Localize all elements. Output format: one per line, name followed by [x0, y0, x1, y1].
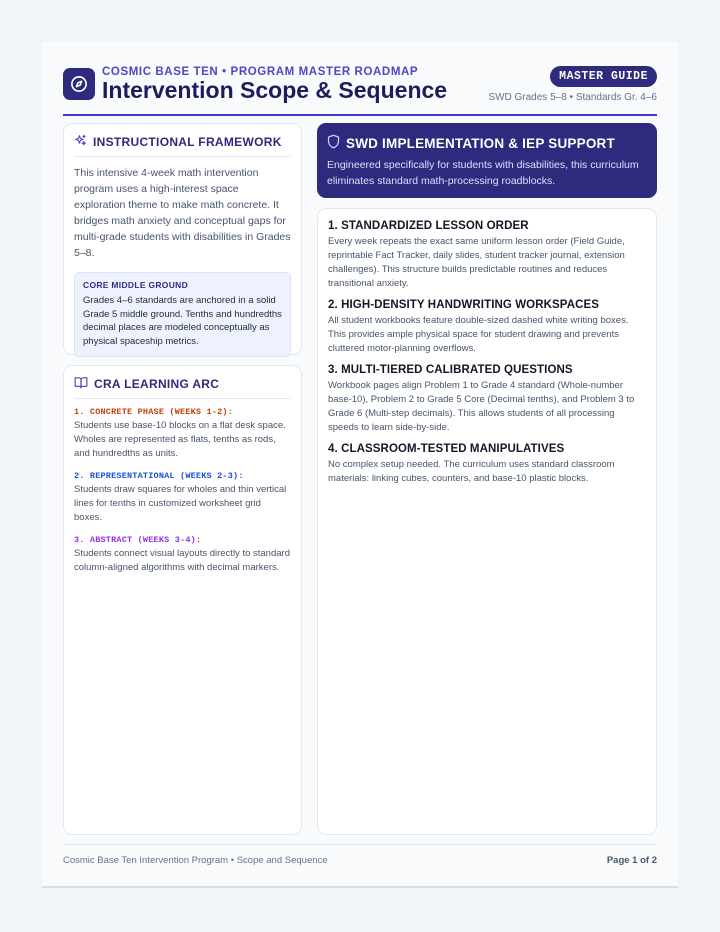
phase-label-concrete: 1. CONCRETE PHASE (WEEKS 1-2):: [74, 407, 234, 417]
item-body: Every week repeats the exact same uniform lesson order (Field Guide, reprintable Fact Tracker, daily slides, student tracker journal, extension challenges). This structure builds predictable routines and reduces transitional anxiety.: [328, 236, 625, 289]
phase-body-representational: Students draw squares for wholes and thin vertical lines for tenths in customized worksheet grid boxes.: [74, 484, 287, 523]
list-item: [328, 220, 646, 291]
list-item: [328, 364, 646, 435]
cra-learning-arc-card: [63, 365, 302, 835]
page-sheet: [42, 42, 678, 888]
phase-body-abstract: Students connect visual layouts directly to standard column-aligned algorithms with decimal markers.: [74, 548, 290, 573]
phase-label-representational: 2. REPRESENTATIONAL (WEEKS 2-3):: [74, 471, 244, 481]
item-title: 2. HIGH-DENSITY HANDWRITING WORKSPACES: [328, 299, 600, 311]
master-guide-badge: MASTER GUIDE: [550, 66, 657, 87]
item-body: No complex setup needed. The curriculum uses standard classroom materials: linking cubes, counters, and base-10 plastic blocks.: [328, 459, 615, 484]
list-item: [328, 299, 646, 356]
shield-icon: [327, 134, 340, 152]
cra-heading-text: CRA LEARNING ARC: [94, 377, 220, 391]
sparkles-icon: [74, 134, 87, 150]
swd-heading: [327, 134, 647, 152]
framework-heading-text: INSTRUCTIONAL FRAMEWORK: [93, 135, 282, 149]
footer-page-number: Page 1 of 2: [606, 855, 657, 866]
phase-label-abstract: 3. ABSTRACT (WEEKS 3-4):: [74, 535, 202, 545]
footer-program-name: Cosmic Base Ten Intervention Program • Scope and Sequence: [63, 855, 328, 866]
swd-heading-text: SWD IMPLEMENTATION & IEP SUPPORT: [346, 135, 615, 151]
item-title: 4. CLASSROOM-TESTED MANIPULATIVES: [328, 443, 565, 455]
swd-body: Engineered specifically for students with disabilities, this curriculum eliminates standard math-processing roadblocks.: [327, 159, 639, 187]
header-meta: SWD Grades 5–8 • Standards Gr. 4–6: [488, 92, 657, 103]
page-header: [63, 66, 657, 116]
page-title: Intervention Scope & Sequence: [102, 77, 448, 103]
list-item: [328, 443, 646, 486]
swd-support-list-card: [317, 208, 657, 835]
header-kicker: COSMIC BASE TEN • PROGRAM MASTER ROADMAP: [102, 66, 419, 78]
instructional-framework-card: [63, 123, 302, 355]
callout-body: Grades 4–6 standards are anchored in a solid Grade 5 middle ground. Tenths and hundredths decimal places are modeled conceptually as physical spaceship metrics.: [83, 295, 282, 347]
book-open-icon: [74, 376, 88, 392]
compass-icon: [63, 68, 95, 100]
item-title: 1. STANDARDIZED LESSON ORDER: [328, 220, 529, 232]
item-body: Workbook pages align Problem 1 to Grade 4 standard (Whole-number base-10), Problem 2 to Grade 5 Core (Decimal tenths), and Problem 3 to Grade 6 (Multi-step decimals). This allows students of all processing speeds to learn side-by-side.: [328, 380, 635, 433]
item-body: All student workbooks feature double-sized dashed white writing boxes. This provides ample physical space for student drawing and prevents cluttered motor-planning overflows.: [328, 315, 629, 354]
header-divider: [63, 114, 657, 116]
callout-title: CORE MIDDLE GROUND: [83, 280, 189, 290]
framework-body: This intensive 4-week math intervention program uses a high-interest space exploration theme to make math concrete. It bridges math anxiety and conceptual gaps for multi-grade students with disabilities in Grades 5–8.: [74, 167, 291, 259]
phase-body-concrete: Students use base-10 blocks on a flat desk space. Wholes are represented as flats, tenths as rods, and hundredths as units.: [74, 420, 286, 459]
core-middle-ground-callout: [74, 272, 291, 357]
framework-heading: [74, 134, 291, 157]
swd-implementation-banner: [317, 123, 657, 198]
item-title: 3. MULTI-TIERED CALIBRATED QUESTIONS: [328, 364, 573, 376]
cra-heading: [74, 376, 291, 399]
footer-divider: [63, 844, 657, 845]
